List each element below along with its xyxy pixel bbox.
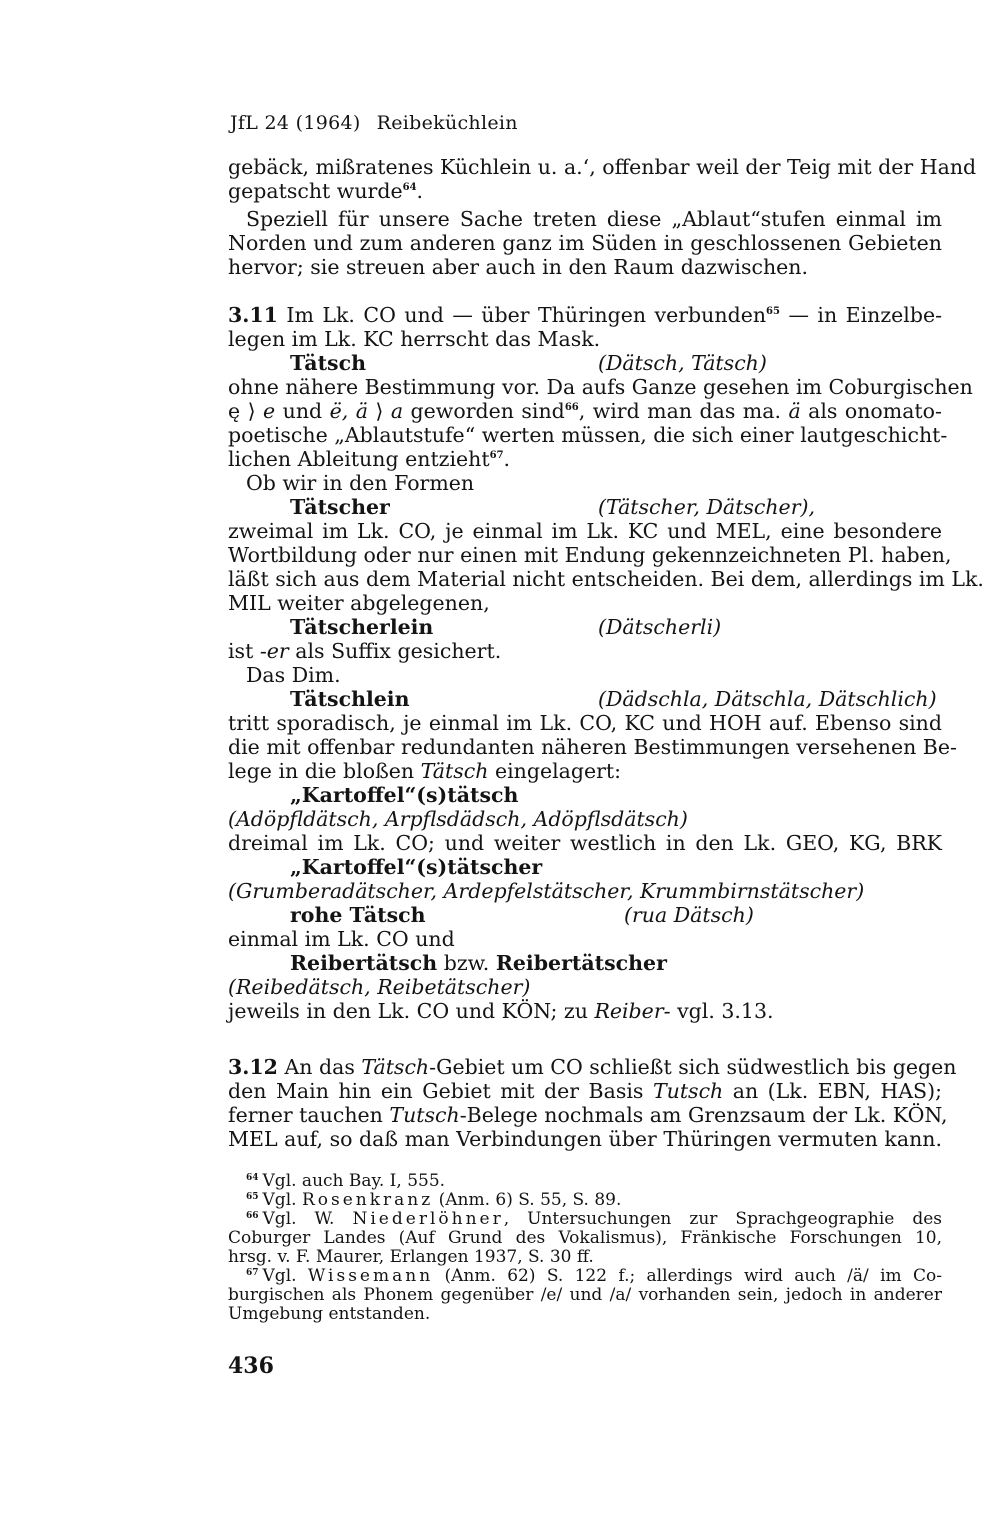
headword: Tätscher [290,495,390,519]
footnote-ref-66[interactable]: 66 [564,402,579,413]
paragraph-ablaut [228,207,942,279]
headword: rohe Tätsch [290,903,426,927]
journal-ref: JfL 24 (1964) [230,112,361,134]
intro-paragraph: gebäck, mißratenes Küchlein u. a.‘, offenbar weil der Teig mit der Hand gepatscht wurde$^{64}$. [228,155,977,203]
variant-forms: (Adöpfldätsch, Arpflsdädsch, Adöpflsdätsch) [228,807,688,831]
headword-row [228,855,942,879]
text-line: gepatscht wurde [228,179,403,203]
text-line: Wortbildung oder nur einen mit Endung gekennzeichneten Pl. haben, [228,543,952,567]
text-line: Speziell für unsere Sache treten diese „Ablaut“stufen einmal im [246,207,942,231]
text-line: MIL weiter abgelegenen, [228,591,490,615]
footnote-67: $^{67}$ Vgl. Wissemann (Anm. 62) S. 122 f.; allerdings wird auch /ä/ im Co- [246,1266,942,1286]
text-line: ohne nähere Bestimmung vor. Da aufs Ganze gesehen im Coburgischen [228,375,973,399]
text-line: Ob wir in den Formen [246,471,475,495]
headword-row [228,687,942,711]
footnotes [228,1172,942,1324]
text-line: die mit offenbar redundanten näheren Bestimmungen versehenen Be- [228,735,957,759]
text-line: einmal im Lk. CO und [228,927,455,951]
variant-forms: (rua Dätsch) [624,903,754,927]
variant-forms: (Dätscherli) [598,615,722,639]
headword: Tätscherlein [290,615,434,639]
headword: „Kartoffel“(s)tätsch [290,783,519,807]
article-title: Reibeküchlein [376,112,518,134]
footnote-64: $^{64}$ Vgl. auch Bay. I, 555. [246,1171,446,1191]
headword-row [228,615,942,639]
headword: Tätschlein [290,687,410,711]
text-line: läßt sich aus dem Material nicht entscheiden. Bei dem, allerdings im Lk. [228,567,984,591]
headword-row [228,903,942,927]
text-line: zweimal im Lk. CO, je einmal im Lk. KC und MEL, eine besondere [228,519,942,543]
footnote-line: Coburger Landes (Auf Grund des Vokalismus), Fränkische Forschungen 10, [228,1228,942,1248]
page-number: 436 [228,1353,274,1379]
headword: Reibertätsch [290,951,438,975]
headword-row: Reibertätsch bzw. Reibertätscher [290,951,667,975]
text-line: hervor; sie streuen aber auch in den Raum dazwischen. [228,255,809,279]
variant-forms: (Grumberadätscher, Ardepfelstätscher, Krummbirnstätscher) [228,879,865,903]
text-line: legen im Lk. KC herrscht das Mask. [228,327,601,351]
text-line: gebäck, mißratenes Küchlein u. a.‘, offenbar weil der Teig mit der Hand [228,155,977,179]
footnote-line: burgischen als Phonem gegenüber /e/ und /a/ vorhanden sein, jedoch in anderer [228,1285,942,1305]
variant-forms: (Dädschla, Dätschla, Dätschlich) [598,687,937,711]
section-number: 3.12 [228,1055,278,1079]
headword: „Kartoffel“(s)tätscher [290,855,543,879]
text-line: tritt sporadisch, je einmal im Lk. CO, KC und HOH auf. Ebenso sind [228,711,942,735]
headword-row [228,351,942,375]
running-header [230,112,518,134]
section-3-12: 3.12 An das Tätsch-Gebiet um CO schließt sich südwestlich bis gegen den Main hin ein Gebiet mit der Basis Tutsch an (Lk. EBN, HAS); ferner tauchen Tutsch-Belege nochmals am Grenzsaum der Lk. KÖN, MEL auf, so daß man Verbindungen über Thüringen vermuten kann. [228,1055,957,1151]
section-number: 3.11 [228,303,278,327]
headword-row [228,783,942,807]
headword-row [228,495,942,519]
footnote-line: Umgebung entstanden. [228,1304,431,1324]
section-3-11: 3.11 Im Lk. CO und — über Thüringen verbunden$^{65}$ — in Einzelbe- legen im Lk. KC herrscht das Mask. Tätsch (Dätsch, Tätsch) ohne nähere Bestimmung vor. Da aufs Ganze gesehen im Coburgischen ę ⟩ e und ë, ä ⟩ a geworden sind$^{66}$, wird man das ma. ä als onomato- poetische „Ablautstufe“ werten müssen, die sich einer lautgeschicht- lichen Ableitung entzieht$^{67}$. Ob wir in den Formen Tätscher (Tätscher, Dätscher), zweimal im Lk. CO, je einmal im Lk. KC und MEL, eine besondere Wortbildung oder nur einen mit Endung gekennzeichneten Pl. haben, läßt sich aus dem Material nicht entscheiden. Bei dem, allerdings im Lk. MIL weiter abgelegenen, Tätscherlein (Dätscherli) ist -er als Suffix gesichert. Das Dim. Tätschlein (Dädschla, Dätschla, Dätschlich) tritt sporadisch, je einmal im Lk. CO, KC und HOH auf. Ebenso sind die mit offenbar redundanten näheren Bestimmungen versehenen Be- lege in die bloßen Tätsch eingelagert: „Kartoffel“(s)tätsch (Adöpfldätsch, Arpflsdädsch, Adöpflsdätsch) dreimal im Lk. CO; und weiter westlich in den Lk. GEO, KG, BRK „Kartoffel“(s)tätscher (Grumberadätscher, Ardepfelstätscher, Krummbirnstätscher) rohe Tätsch (rua Dätsch) einmal im Lk. CO und Reibertätsch bzw. Reibertätscher (Reibedätsch, Reibetätscher) jeweils in den Lk. CO und KÖN; zu Reiber- vgl. 3.13. [228,303,984,1023]
variant-forms: (Dätsch, Tätsch) [598,351,767,375]
text-line: Norden und zum anderen ganz im Süden in geschlossenen Gebieten [228,231,942,255]
text-line: Das Dim. [246,663,341,687]
text-line: poetische „Ablautstufe“ werten müssen, die sich einer lautgeschicht- [228,423,948,447]
headword: Tätsch [290,351,366,375]
footnote-ref-67[interactable]: 67 [489,450,504,461]
footnote-66: $^{66}$ Vgl. W. Niederlöhner, Untersuchungen zur Sprachgeographie des [246,1209,943,1229]
footnote-ref-65[interactable]: 65 [766,306,780,317]
text-line: dreimal im Lk. CO; und weiter westlich in den Lk. GEO, KG, BRK [228,831,942,855]
headword: Reibertätscher [495,951,667,975]
footnote-line: hrsg. v. F. Maurer, Erlangen 1937, S. 30 ff. [228,1247,594,1267]
text-line: MEL auf, so daß man Verbindungen über Thüringen vermuten kann. [228,1127,942,1151]
footnote-ref-64[interactable]: 64 [402,182,417,193]
variant-forms: (Reibedätsch, Reibetätscher) [228,975,531,999]
footnote-65: $^{65}$ Vgl. Rosenkranz (Anm. 6) S. 55, S. 89. [246,1190,622,1210]
variant-forms: (Tätscher, Dätscher), [598,495,816,519]
